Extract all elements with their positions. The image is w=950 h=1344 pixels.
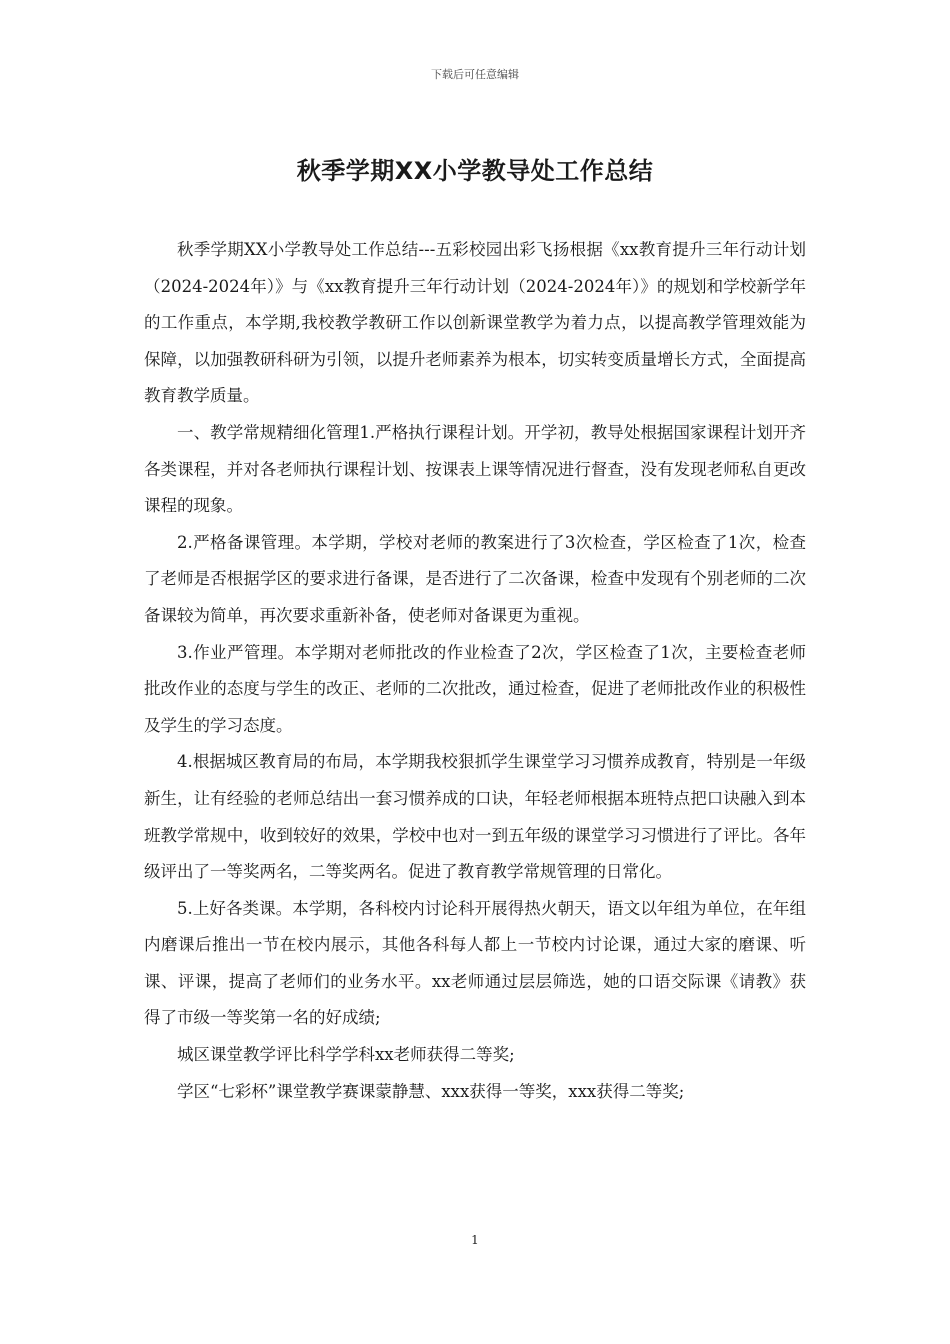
document-body bbox=[144, 232, 806, 1110]
paragraph-item-5: 5.上好各类课。本学期，各科校内讨论科开展得热火朝天，语文以年组为单位，在年组内磨课后推出一节在校内展示，其他各科每人都上一节校内讨论课，通过大家的磨课、听课、评课，提高了老师们的业务水平。xx老师通过层层筛选，她的口语交际课《请教》获得了市级一等奖第一名的好成绩; bbox=[144, 898, 806, 1028]
paragraph-item-3: 3.作业严管理。本学期对老师批改的作业检查了2次，学区检查了1次，主要检查老师批改作业的态度与学生的改正、老师的二次批改，通过检查，促进了老师批改作业的积极性及学生的学习态度。 bbox=[144, 642, 806, 735]
document-title: 秋季学期XX小学教导处工作总结 bbox=[296, 157, 654, 185]
paragraph-item-4: 4.根据城区教育局的布局，本学期我校狠抓学生课堂学习习惯养成教育，特别是一年级新生，让有经验的老师总结出一套习惯养成的口诀，年轻老师根据本班特点把口诀融入到本班教学常规中，收到较好的效果，学校中也对一到五年级的课堂学习习惯进行了评比。各年级评出了一等奖两名，二等奖两名。促进了教育教学常规管理的日常化。 bbox=[144, 752, 806, 882]
paragraph-award-2: 学区“七彩杯”课堂教学赛课蒙静慧、xxx获得一等奖，xxx获得二等奖; bbox=[177, 1081, 685, 1101]
paragraph-item-2: 2.严格备课管理。本学期，学校对老师的教案进行了3次检查，学区检查了1次，检查了老师是否根据学区的要求进行备课，是否进行了二次备课，检查中发现有个别老师的二次备课较为简单，再次要求重新补备，使老师对备课更为重视。 bbox=[144, 532, 806, 625]
paragraph-section-1: 一、教学常规精细化管理1.严格执行课程计划。开学初，教导处根据国家课程计划开齐各类课程，并对各老师执行课程计划、按课表上课等情况进行督查，没有发现老师私自更改课程的现象。 bbox=[144, 422, 806, 516]
paragraph-intro: 秋季学期XX小学教导处工作总结---五彩校园出彩飞扬根据《xx教育提升三年行动计划（2024-2024年）》与《xx教育提升三年行动计划（2024-2024年）》的规划和学校新学年的工作重点，本学期,我校教学教研工作以创新课堂教学为着力点，以提高教学管理效能为保障，以加强教研科研为引领，以提升老师素养为根本，切实转变质量增长方式，全面提高教育教学质量。 bbox=[144, 240, 806, 406]
page-header-note: 下载后可任意编辑 bbox=[431, 68, 519, 81]
paragraph-award-1: 城区课堂教学评比科学学科xx老师获得二等奖; bbox=[177, 1045, 515, 1065]
page-number: 1 bbox=[471, 1233, 479, 1247]
